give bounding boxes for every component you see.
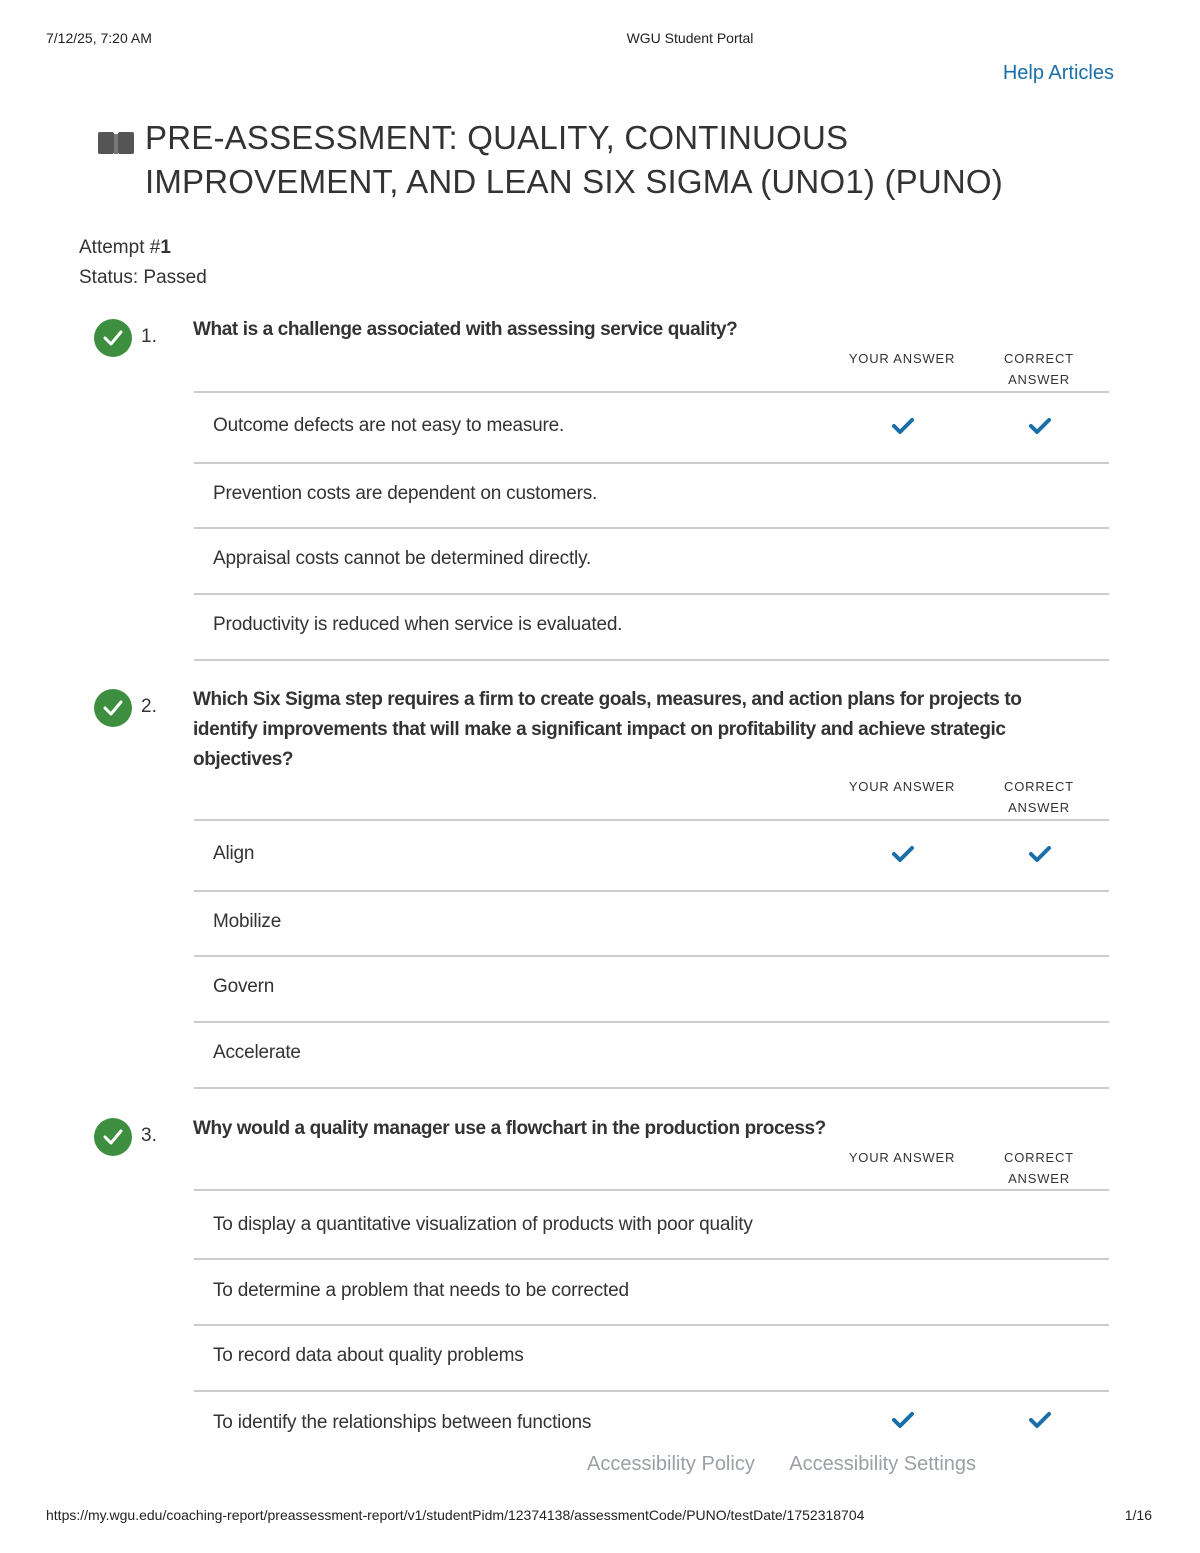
answer-row (194, 1326, 1109, 1392)
answer-list (194, 1189, 1109, 1433)
answer-text: Appraisal costs cannot be determined directly. (213, 548, 592, 569)
print-header-date: 7/12/25, 7:20 AM (46, 30, 152, 46)
answer-row (194, 821, 1109, 892)
answer-row (194, 393, 1109, 464)
status-line (79, 267, 207, 289)
correct-answer-checkmark-icon (1029, 845, 1051, 863)
your-answer-checkmark-icon (892, 417, 914, 435)
answer-row (194, 595, 1109, 661)
print-header-title: WGU Student Portal (626, 30, 754, 46)
correct-answer-checkmark-icon (1029, 1411, 1051, 1429)
book-icon (98, 130, 134, 156)
answer-row (194, 1023, 1109, 1089)
answer-text: Outcome defects are not easy to measure. (213, 415, 565, 436)
question-prompt: Which Six Sigma step requires a firm to create goals, measures, and action plans for projects to identify improvements that will make a significant impact on profitability and achieve strategic objectives? (193, 689, 1022, 770)
correct-answer-header: CORRECT ANSWER (1004, 351, 1074, 387)
your-answer-checkmark-icon (892, 845, 914, 863)
page-title: PRE-ASSESSMENT: QUALITY, CONTINUOUS IMPROVEMENT, AND LEAN SIX SIGMA (UNO1) (PUNO) (145, 119, 1003, 200)
correct-answer-header: CORRECT ANSWER (1004, 779, 1074, 815)
print-footer-url: https://my.wgu.edu/coaching-report/preassessment-report/v1/studentPidm/12374138/assessmentCode/PUNO/testDate/1752318704 (46, 1507, 865, 1523)
answer-text: Align (213, 843, 255, 864)
your-answer-header: YOUR ANSWER (848, 1150, 956, 1165)
answer-list (194, 819, 1109, 1089)
accessibility-policy-link[interactable]: Accessibility Policy (587, 1453, 755, 1475)
question-prompt: What is a challenge associated with assessing service quality? (193, 319, 738, 340)
assessment-title-block (98, 116, 1108, 204)
check-circle-icon (94, 1118, 132, 1156)
answer-row (194, 892, 1109, 957)
attempt-label: Attempt # (79, 237, 161, 258)
answer-text: Govern (213, 976, 275, 997)
check-circle-icon (94, 319, 132, 357)
correct-answer-header: CORRECT ANSWER (1004, 1150, 1074, 1186)
answer-text: To determine a problem that needs to be corrected (213, 1280, 629, 1301)
answer-text: Prevention costs are dependent on customers. (213, 483, 598, 504)
attempt-line (79, 237, 171, 259)
answer-row (194, 464, 1109, 529)
footer-links (587, 1453, 1006, 1476)
answer-row (194, 1260, 1109, 1326)
status-label: Status: (79, 267, 144, 288)
status-value: Passed (143, 267, 207, 288)
help-articles-link[interactable]: Help Articles (1002, 62, 1114, 84)
answer-row (194, 1392, 1109, 1433)
answer-text: To identify the relationships between functions (213, 1412, 592, 1433)
answer-text: Productivity is reduced when service is evaluated. (213, 614, 623, 635)
check-circle-icon (94, 689, 132, 727)
question-number: 2. (141, 696, 157, 717)
question-prompt: Why would a quality manager use a flowchart in the production process? (193, 1118, 826, 1139)
answer-row (194, 529, 1109, 595)
answer-list (194, 391, 1109, 661)
answer-text: Accelerate (213, 1042, 301, 1063)
answer-row (194, 957, 1109, 1023)
question-number: 1. (141, 326, 157, 347)
attempt-value: 1 (160, 237, 171, 258)
answer-text: Mobilize (213, 911, 282, 932)
question-number: 3. (141, 1125, 157, 1146)
your-answer-header: YOUR ANSWER (848, 779, 956, 794)
your-answer-header: YOUR ANSWER (848, 351, 956, 366)
accessibility-settings-link[interactable]: Accessibility Settings (789, 1453, 977, 1475)
print-footer-page: 1/16 (1124, 1507, 1152, 1523)
correct-answer-checkmark-icon (1029, 417, 1051, 435)
answer-text: To record data about quality problems (213, 1345, 524, 1366)
your-answer-checkmark-icon (892, 1411, 914, 1429)
answer-text: To display a quantitative visualization of products with poor quality (213, 1214, 753, 1235)
answer-row (194, 1191, 1109, 1260)
